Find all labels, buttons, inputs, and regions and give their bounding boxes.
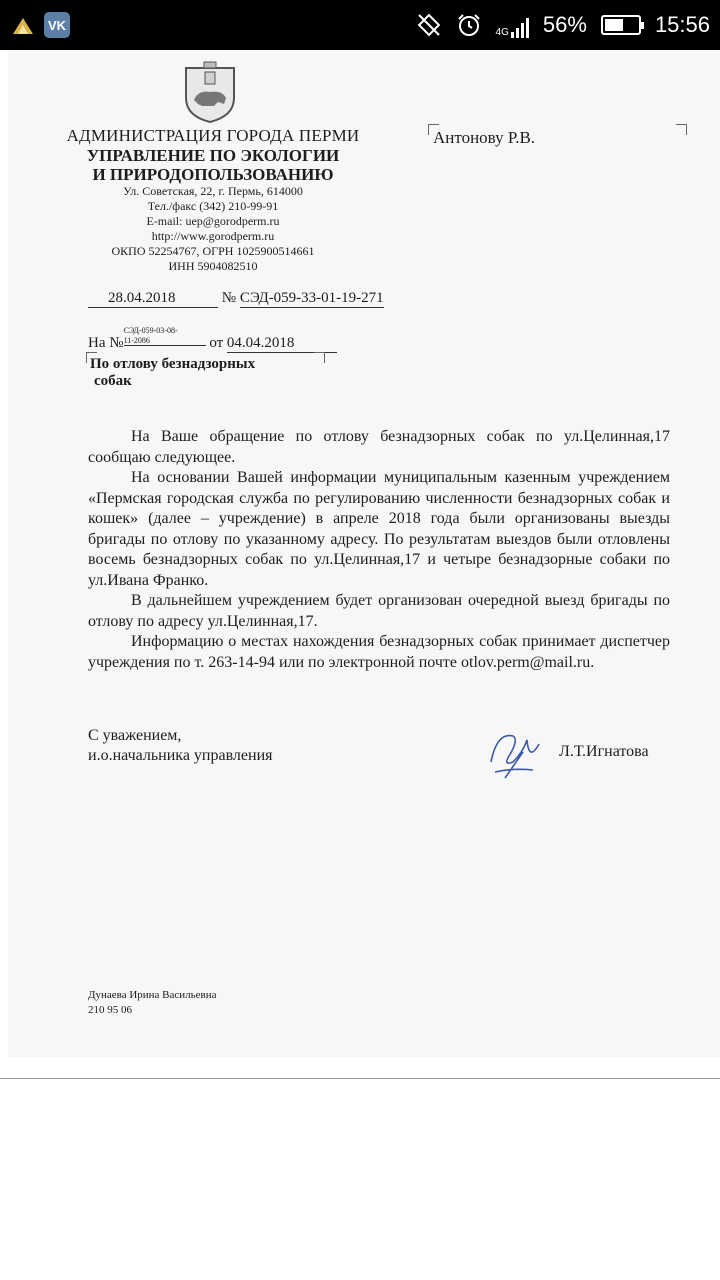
battery-fill xyxy=(605,19,623,31)
org-email: E-mail: uep@gorodperm.ru xyxy=(146,214,280,228)
reply-prefix: На № xyxy=(88,335,124,351)
page-divider xyxy=(0,1078,720,1079)
executor-name: Дунаева Ирина Васильевна xyxy=(88,989,217,1001)
address-corner-mark xyxy=(676,124,687,135)
handwritten-signature xyxy=(483,722,553,784)
signal-icon xyxy=(496,12,529,38)
body-paragraph: На Ваше обращение по отлову безнадзорных собак по ул.Целинная,17 сообщаю следующее. xyxy=(88,428,670,466)
alarm-icon xyxy=(456,12,482,38)
clock: 15:56 xyxy=(654,12,710,37)
battery-percent: 56% xyxy=(542,12,587,37)
subject-corner-mark xyxy=(314,352,325,363)
from-prefix: от xyxy=(209,335,224,351)
org-phone: Тел./факс (342) 210-99-91 xyxy=(147,199,279,213)
organization-header xyxy=(58,126,368,274)
department-name-cont: И ПРИРОДОПОЛЬЗОВАНИЮ xyxy=(92,165,334,184)
reply-number-cont: 11-2086 xyxy=(123,336,150,345)
number-prefix: № xyxy=(221,290,237,306)
addressee: Антонову Р.В. xyxy=(433,128,536,147)
letter-body xyxy=(88,427,670,673)
registration-date: 28.04.2018 xyxy=(88,290,218,308)
registration-number: СЭД-059-33-01-19-271 xyxy=(239,290,384,306)
body-paragraph: В дальнейшем учреждением будет организован очередной выезд бригады по отлову по адресу ул.Целинная,17. xyxy=(88,592,670,630)
home-app-icon xyxy=(10,12,36,38)
org-inn: ИНН 5904082510 xyxy=(168,259,258,273)
battery-icon xyxy=(601,15,641,35)
subject-line: собак xyxy=(94,373,132,389)
letter-subject xyxy=(90,356,255,390)
reply-number: СЭД-059-03-08- xyxy=(123,326,178,335)
vk-notification-icon: VK xyxy=(44,12,70,38)
org-codes: ОКПО 52254767, ОГРН 1025900514661 xyxy=(111,244,315,258)
org-website: http://www.gorodperm.ru xyxy=(151,229,275,243)
subject-line: По отлову безнадзорных xyxy=(90,356,256,372)
department-name: УПРАВЛЕНИЕ ПО ЭКОЛОГИИ xyxy=(86,146,340,165)
registration-line xyxy=(88,290,384,308)
executor-phone: 210 95 06 xyxy=(88,1004,132,1016)
reply-line xyxy=(88,325,337,353)
scanned-letter xyxy=(8,50,720,1058)
perm-coat-of-arms-icon xyxy=(180,58,240,124)
executor-block xyxy=(88,988,217,1018)
status-bar xyxy=(0,0,720,50)
body-paragraph: На основании Вашей информации муниципальным казенным учреждением «Пермская городская служба по регулированию численности безнадзорных собак и кошек» (далее – учреждение) в апреле 2018 года были организованы выезды бригады по отлову по указанному адресу. По результатам выездов были отловлены восемь безнадзорных собак по ул.Целинная,17 и четыре безнадзорные собаки по ул.Ивана Франко. xyxy=(88,469,670,589)
body-paragraph: Информацию о местах нахождения безнадзорных собак принимает диспетчер учреждения по т. 263-14-94 или по электронной почте otlov.perm@mail.ru. xyxy=(88,633,670,671)
network-type: 4G xyxy=(495,27,509,38)
closing-block xyxy=(88,726,273,766)
reply-date: 04.04.2018 xyxy=(227,335,337,353)
no-rotation-icon xyxy=(416,12,442,38)
closing-regards: С уважением, xyxy=(88,727,182,744)
org-address: Ул. Советская, 22, г. Пермь, 614000 xyxy=(123,184,303,198)
org-name: АДМИНИСТРАЦИЯ ГОРОДА ПЕРМИ xyxy=(66,126,360,145)
signer-name: Л.Т.Игнатова xyxy=(559,743,649,760)
signer-position: и.о.начальника управления xyxy=(88,747,273,764)
